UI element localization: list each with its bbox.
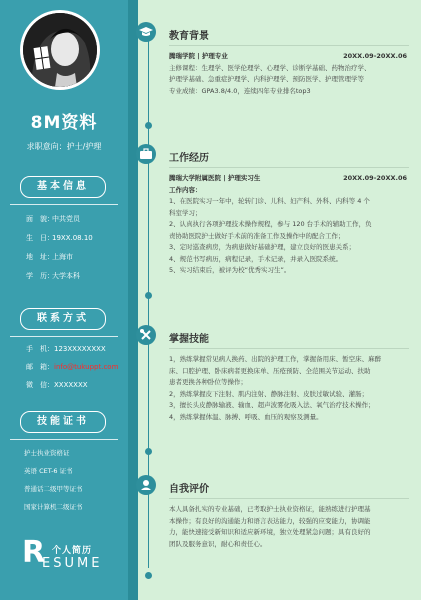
sidebar-edge: [128, 0, 138, 600]
evaluation-body: [169, 504, 407, 550]
info-label: 学 历：: [26, 272, 54, 280]
work-line: 科室学习；: [169, 208, 202, 217]
section-title-certificates: 技能证书: [20, 411, 106, 433]
education-period: 20XX.09-20XX.06: [343, 52, 407, 60]
avatar-photo: [23, 13, 97, 87]
info-label: 面 貌：: [26, 215, 54, 223]
info-value: 上海市: [52, 253, 73, 261]
email-link[interactable]: info@tukuppt.com: [54, 363, 119, 371]
section-title-evaluation: 自我评价: [169, 484, 209, 495]
info-value: 大学本科: [52, 272, 80, 280]
user-icon: [136, 475, 156, 495]
phone-value: 123XXXXXXXX: [54, 345, 106, 353]
contact-label: 微 信：: [26, 381, 54, 389]
info-value: 19XX.08.10: [52, 234, 93, 242]
divider: [169, 498, 409, 499]
brand-letter: R: [22, 535, 46, 570]
divider: [169, 348, 409, 349]
cert-item: 护士执业资格证: [24, 449, 70, 457]
contact-wechat: [26, 380, 88, 390]
work-line: 4、规范书写病历，病程记录，手术记录，并录入医院系统。: [169, 254, 343, 263]
work-line: 1、在医院实习一年中，轮转门诊、儿科、妇产科、外科、内科等 4 个: [169, 197, 370, 205]
divider: [10, 439, 118, 440]
tools-icon: [136, 325, 156, 345]
candidate-name: 8M资料: [30, 113, 98, 133]
timeline-dot: [145, 122, 152, 129]
work-body: [169, 173, 407, 277]
work-line: 3、定时巡查病房，为病患做好基础护理，建立良好的医患关系；: [169, 243, 356, 251]
timeline-dot: [145, 572, 152, 579]
education-line: 护理学基础、急重症护理学、内科护理学、预防医学、护理管理学等: [169, 75, 364, 83]
contact-phone: [26, 344, 106, 354]
wechat-value: XXXXXXX: [54, 381, 88, 389]
info-label: 生 日：: [26, 234, 54, 242]
evaluation-line: 本人具备扎实的专业基础，已考取护士执业资格证，能熟练进行护理基: [169, 505, 371, 513]
skills-body: [169, 354, 407, 423]
section-title-work: 工作经历: [169, 153, 209, 164]
contact-label: 邮 箱：: [26, 363, 54, 371]
divider: [10, 204, 118, 205]
avatar: [20, 10, 100, 90]
skill-line: 患者更换各种卧位等操作；: [169, 378, 247, 386]
timeline-dot: [145, 448, 152, 455]
info-row-birthday: [26, 233, 93, 243]
school-name: 腾瑞学院 | 护理专业: [169, 52, 228, 60]
work-line: 责协助医院护士做好手术前的准备工作及操作中的配合工作；: [169, 231, 345, 240]
info-row-education: [26, 271, 80, 281]
education-body: [169, 51, 407, 97]
section-title-basic-info: 基本信息: [20, 176, 106, 198]
timeline-dot: [145, 292, 152, 299]
info-value: 中共党员: [52, 215, 80, 223]
divider: [169, 167, 409, 168]
cert-item: 英语 CET-6 证书: [24, 467, 73, 475]
info-row-politics: [26, 214, 80, 224]
skill-line: 3，擅长头皮静脉输液、输血、超声波雾化吸入法、氧气治疗技术操作；: [169, 401, 375, 409]
work-header: [169, 173, 407, 185]
skill-line: 床、口腔护理、卧床病者更换床单、压疮预防、全范围关节运动、扶助: [169, 366, 371, 375]
work-heading: 工作内容：: [169, 185, 202, 194]
contact-label: 手 机：: [26, 345, 54, 353]
cert-item: 普通话二级甲等证书: [24, 485, 83, 493]
section-title-contact: 联系方式: [20, 308, 106, 330]
evaluation-line: 团队及服务意识，耐心和责任心。: [169, 539, 267, 548]
info-row-address: [26, 252, 73, 262]
work-line: 2、认真执行各项护理技术操作规程，参与 120 台手术的辅助工作，负: [169, 220, 372, 228]
brand-subtitle: ESUME: [42, 556, 103, 571]
briefcase-icon: [136, 144, 156, 164]
evaluation-line: 力，能快速接受新知识和适应新环境，独立处理紧急问题；具有良好的: [169, 528, 371, 536]
job-intent: 求职意向：护士/护理: [26, 142, 102, 151]
brand-title: 个人简历: [52, 546, 93, 556]
section-title-skills: 掌握技能: [169, 334, 209, 345]
skill-line: 4，熟练掌握体温、脉搏、呼吸、血压的观察及测量。: [169, 412, 323, 421]
skill-line: 2，熟练掌握皮下注射、肌内注射、静脉注射、皮肤过敏试验、灌肠；: [169, 389, 369, 398]
graduation-cap-icon: [136, 22, 156, 42]
evaluation-line: 本操作；有良好的沟通能力和语言表达能力，较强的应变能力，协调能: [169, 516, 371, 525]
education-line: 主修课程：生理学、医学伦理学、心理学、诊断学基础、药物治疗学、: [169, 63, 371, 72]
divider: [10, 336, 118, 337]
company-name: 腾瑞大学附属医院 | 护理实习生: [169, 174, 261, 182]
contact-email: [26, 362, 118, 372]
sidebar: [0, 0, 128, 600]
info-label: 地 址：: [26, 253, 54, 261]
education-line: 专业成绩：GPA3.8/4.0，连续四年专业排名top3: [169, 86, 311, 95]
education-header: [169, 51, 407, 63]
cert-item: 国家计算机二级证书: [24, 503, 83, 511]
divider: [169, 45, 409, 46]
section-title-education: 教育背景: [169, 31, 209, 42]
work-period: 20XX.09-20XX.06: [343, 174, 407, 182]
work-line: 5、实习结束后，被评为校“优秀实习生”。: [169, 266, 291, 274]
skill-line: 1，熟练掌握常见病人换药、出院的护理工作，掌握备用床、暂空床、麻醉: [169, 355, 382, 363]
